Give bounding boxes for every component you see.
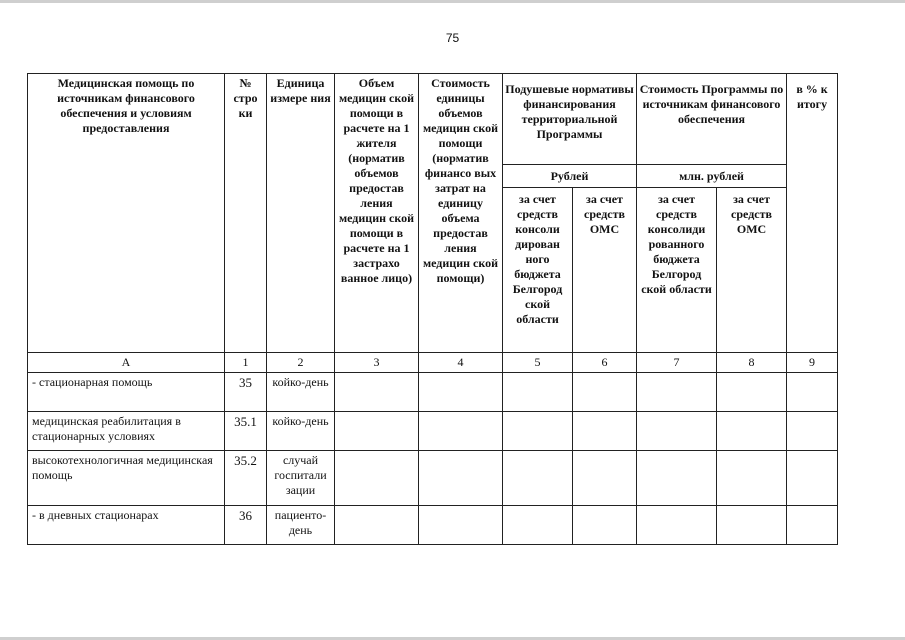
column-number: 6 [573, 353, 637, 373]
row-code: 35.2 [225, 451, 267, 506]
header-col-9: в % к итогу [787, 74, 838, 353]
column-number: А [28, 353, 225, 373]
column-number: 8 [717, 353, 787, 373]
header-row-1 [28, 74, 838, 165]
cell-empty [419, 506, 503, 545]
header-col-2: Единица измере ния [267, 74, 335, 353]
row-unit: койко-день [267, 412, 335, 451]
column-number: 9 [787, 353, 838, 373]
row-name: - в дневных стационарах [28, 506, 225, 545]
cell-empty [503, 373, 573, 412]
cell-empty [573, 506, 637, 545]
cell-empty [787, 373, 838, 412]
column-number: 7 [637, 353, 717, 373]
cell-empty [419, 373, 503, 412]
column-numbering-row [28, 353, 838, 373]
cell-empty [335, 506, 419, 545]
table-row [28, 412, 838, 451]
cell-empty [503, 451, 573, 506]
header-col-1: № стро ки [225, 74, 267, 353]
header-unit-rubles: Рублей [503, 165, 637, 188]
table-row [28, 451, 838, 506]
cell-empty [637, 506, 717, 545]
column-number: 1 [225, 353, 267, 373]
header-unit-mln: млн. рублей [637, 165, 787, 188]
header-col-4: Стоимость единицы объемов медицин ской помощи (норматив финансо вых затрат на единицу объема предостав ления медицин ской помощи) [419, 74, 503, 353]
cell-empty [503, 506, 573, 545]
header-col-5: за счет средств консоли дирован ного бюджета Белгород ской области [503, 188, 573, 353]
row-code: 35 [225, 373, 267, 412]
cell-empty [419, 412, 503, 451]
header-group-per-capita: Подушевые нормативы финансирования территориальной Программы [503, 74, 637, 165]
cell-empty [637, 412, 717, 451]
cell-empty [717, 373, 787, 412]
header-col-6: за счет средств ОМС [573, 188, 637, 353]
cell-empty [717, 412, 787, 451]
row-code: 36 [225, 506, 267, 545]
column-number: 5 [503, 353, 573, 373]
page-number: 75 [445, 31, 460, 45]
header-col-8: за счет средств ОМС [717, 188, 787, 353]
row-code: 35.1 [225, 412, 267, 451]
cell-empty [637, 451, 717, 506]
cell-empty [717, 451, 787, 506]
cell-empty [717, 506, 787, 545]
header-col-3: Объем медицин ской помощи в расчете на 1 жителя (норматив объемов предостав ления медицин ской помощи в расчете на 1 застрахо ванное лицо) [335, 74, 419, 353]
financing-table [27, 73, 838, 545]
header-col-a: Медицинская помощь по источникам финансового обеспечения и условиям предоставления [28, 74, 225, 353]
row-unit: пациенто-день [267, 506, 335, 545]
column-number: 2 [267, 353, 335, 373]
row-name: - стационарная помощь [28, 373, 225, 412]
cell-empty [419, 451, 503, 506]
cell-empty [787, 506, 838, 545]
header-col-7: за счет средств консолиди рованного бюджета Белгород ской области [637, 188, 717, 353]
row-name: медицинская реабилитация в стационарных условиях [28, 412, 225, 451]
page-top-edge [0, 0, 905, 3]
cell-empty [787, 451, 838, 506]
cell-empty [637, 373, 717, 412]
cell-empty [573, 373, 637, 412]
row-unit: койко-день [267, 373, 335, 412]
row-name: высокотехнологичная медицинская помощь [28, 451, 225, 506]
cell-empty [573, 451, 637, 506]
header-group-program-cost: Стоимость Программы по источникам финансового обеспечения [637, 74, 787, 165]
table-row [28, 506, 838, 545]
cell-empty [787, 412, 838, 451]
row-unit: случай госпитали зации [267, 451, 335, 506]
column-number: 3 [335, 353, 419, 373]
table-row [28, 373, 838, 412]
column-number: 4 [419, 353, 503, 373]
cell-empty [335, 373, 419, 412]
cell-empty [503, 412, 573, 451]
cell-empty [335, 412, 419, 451]
cell-empty [573, 412, 637, 451]
cell-empty [335, 451, 419, 506]
